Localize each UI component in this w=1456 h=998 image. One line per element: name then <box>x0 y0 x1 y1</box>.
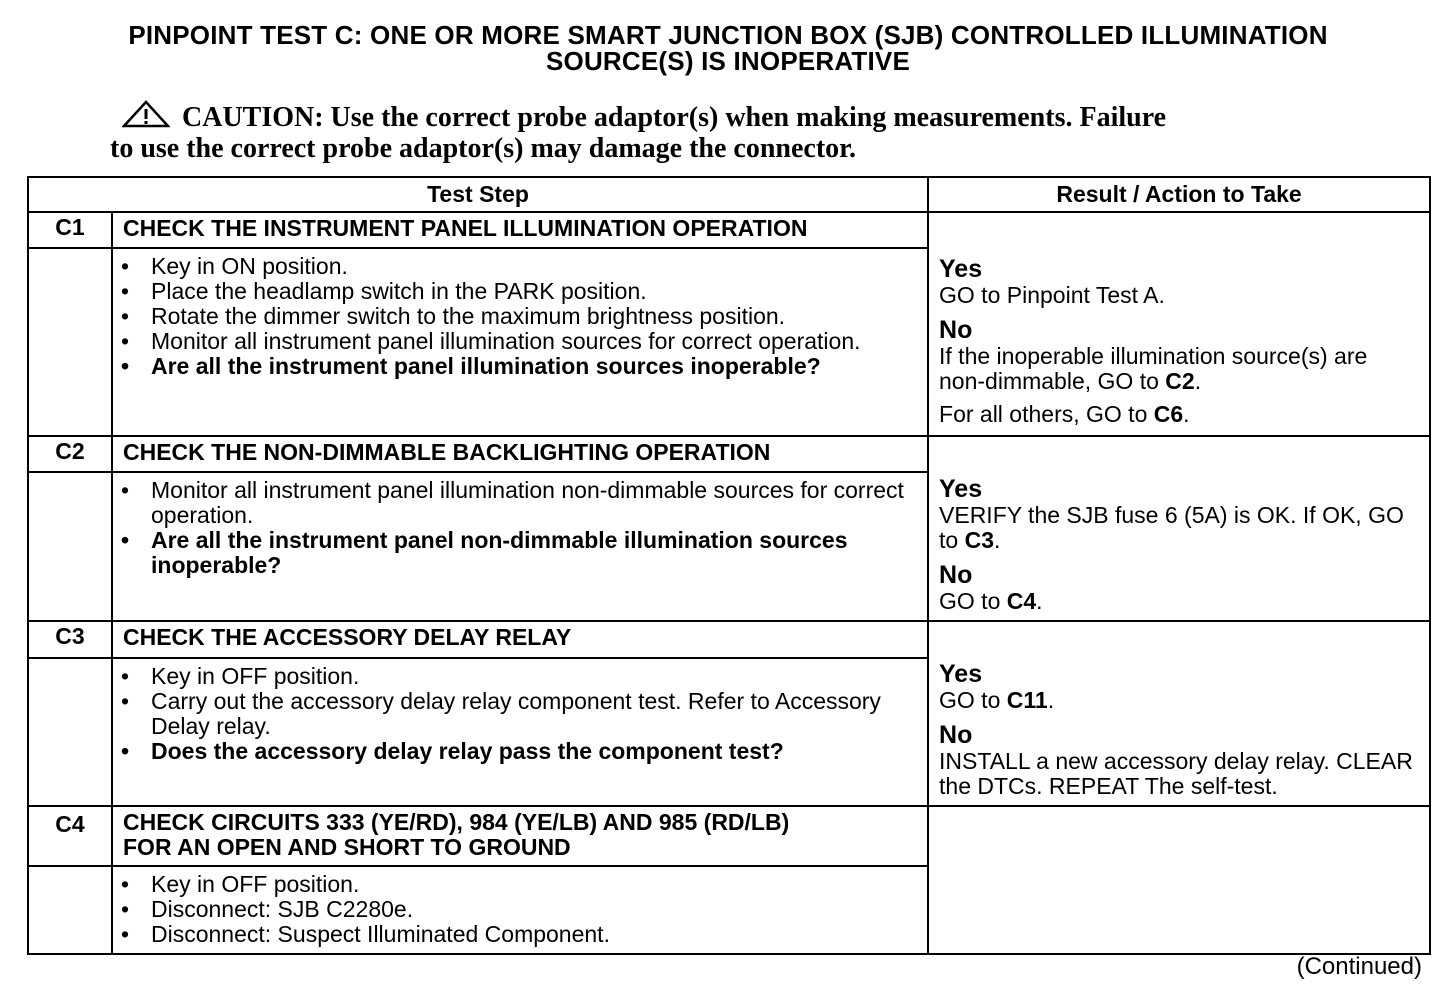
no-action-extra: For all others, GO to C6. <box>939 401 1190 427</box>
yes-label: Yes <box>939 475 983 503</box>
step-bullet-list <box>121 664 917 764</box>
result-cell <box>928 212 1430 436</box>
yes-label: Yes <box>939 660 983 688</box>
list-item: • Monitor all instrument panel illumination sources for correct operation. <box>121 329 917 354</box>
step-row-c3-head <box>28 621 1430 658</box>
list-item: • Carry out the accessory delay relay component test. Refer to Accessory Delay relay. <box>121 689 917 739</box>
yes-label: Yes <box>939 255 983 283</box>
step-id: C3 <box>28 621 112 658</box>
step-reference: C4 <box>1006 588 1037 614</box>
step-row-c4-head <box>28 806 1430 866</box>
list-item: • Key in ON position. <box>121 254 917 279</box>
list-item: • Key in OFF position. <box>121 664 917 689</box>
header-test-step: Test Step <box>28 177 928 212</box>
yes-action: GO to Pinpoint Test A. <box>939 282 1165 308</box>
yes-action: VERIFY the SJB fuse 6 (5A) is OK. If OK, GO to C3. <box>939 502 1404 553</box>
step-id: C4 <box>28 806 112 866</box>
step-heading <box>112 806 928 866</box>
step-question: • Are all the instrument panel illumination sources inoperable? <box>121 354 917 379</box>
no-action: INSTALL a new accessory delay relay. CLEAR the DTCs. REPEAT The self-test. <box>939 748 1413 799</box>
list-item: • Disconnect: SJB C2280e. <box>121 897 917 922</box>
list-item: • Monitor all instrument panel illumination non-dimmable sources for correct operation. <box>121 478 917 528</box>
step-bullet-list <box>121 254 917 379</box>
no-action: If the inoperable illumination source(s) are non-dimmable, GO to C2. <box>939 343 1368 394</box>
list-item: • Rotate the dimmer switch to the maximum brightness position. <box>121 304 917 329</box>
result-cell <box>928 436 1430 621</box>
step-body <box>112 472 928 621</box>
list-item: • Key in OFF position. <box>121 872 917 897</box>
step-heading-line: CHECK CIRCUITS 333 (YE/RD), 984 (YE/LB) AND 985 (RD/LB) <box>123 809 790 835</box>
step-question: • Are all the instrument panel non-dimmable illumination sources inoperable? <box>121 528 917 578</box>
step-reference: C6 <box>1153 401 1184 427</box>
step-row-c2-head <box>28 436 1430 472</box>
page-title <box>20 22 1436 74</box>
no-action: GO to C4. <box>939 588 1043 614</box>
step-id: C2 <box>28 436 112 472</box>
caution-line-2: to use the correct probe adaptor(s) may damage the connector. <box>110 133 857 164</box>
result-cell <box>928 621 1430 806</box>
no-label: No <box>939 721 973 749</box>
step-body <box>112 658 928 806</box>
step-body <box>112 248 928 436</box>
caution-line-1: CAUTION: Use the correct probe adaptor(s) when making measurements. Failure <box>182 102 1167 133</box>
continued-label: (Continued) <box>1296 953 1422 980</box>
step-heading-line: FOR AN OPEN AND SHORT TO GROUND <box>123 834 571 860</box>
step-row-c1-head <box>28 212 1430 248</box>
caution-notice <box>110 100 1350 164</box>
step-question: • Does the accessory delay relay pass the component test? <box>121 739 917 764</box>
step-reference: C11 <box>1006 687 1048 713</box>
step-body <box>112 866 928 954</box>
no-label: No <box>939 561 973 589</box>
title-line-2: SOURCE(S) IS INOPERATIVE <box>545 46 911 76</box>
list-item: • Disconnect: Suspect Illuminated Component. <box>121 922 917 947</box>
step-reference: C2 <box>1165 368 1195 394</box>
step-heading: CHECK THE INSTRUMENT PANEL ILLUMINATION OPERATION <box>112 212 928 248</box>
warning-triangle-icon <box>122 100 170 128</box>
pinpoint-test-table <box>27 176 1431 955</box>
step-heading: CHECK THE NON-DIMMABLE BACKLIGHTING OPERATION <box>112 436 928 472</box>
table-header-row <box>28 177 1430 212</box>
title-line-1: PINPOINT TEST C: ONE OR MORE SMART JUNCTION BOX (SJB) CONTROLLED ILLUMINATION <box>128 20 1328 50</box>
step-reference: C3 <box>964 527 994 553</box>
no-label: No <box>939 316 973 344</box>
step-bullet-list <box>121 478 917 578</box>
header-result-action: Result / Action to Take <box>928 177 1430 212</box>
list-item: • Place the headlamp switch in the PARK position. <box>121 279 917 304</box>
step-bullet-list <box>121 872 917 947</box>
yes-action: GO to C11. <box>939 687 1055 713</box>
step-id: C1 <box>28 212 112 248</box>
step-heading: CHECK THE ACCESSORY DELAY RELAY <box>112 621 928 658</box>
result-cell <box>928 806 1430 954</box>
